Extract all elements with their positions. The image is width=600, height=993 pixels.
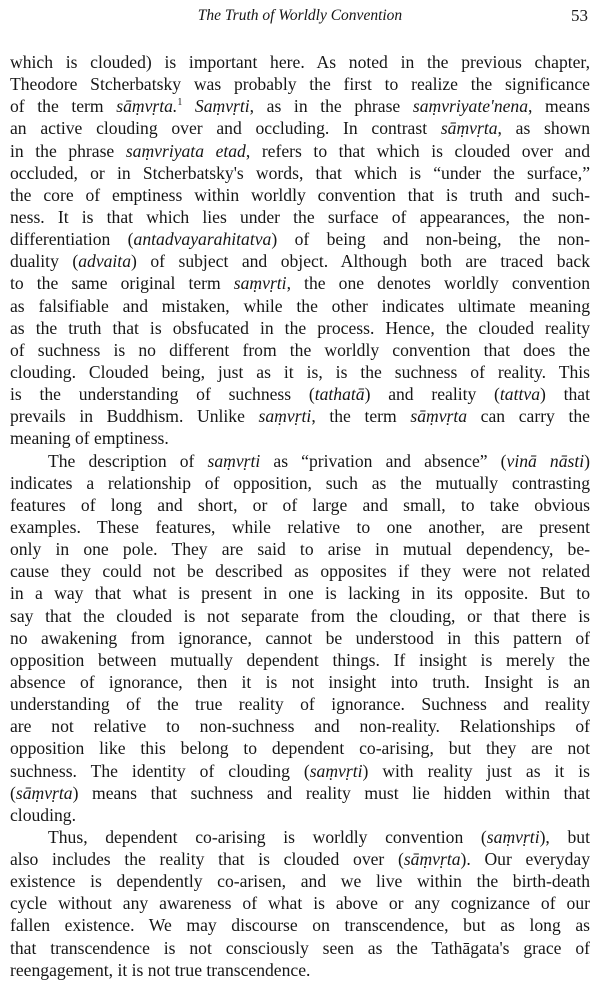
running-title: The Truth of Worldly Convention [197,7,403,24]
text-span: ) [584,450,590,471]
text-span: ness. It is that which lies under the surface of appearances, the non- [10,206,590,227]
text-line [10,73,590,95]
italic-term: advaita [78,251,131,272]
text-span: The description of [48,450,208,471]
text-line [10,671,590,693]
text-line [10,715,590,737]
text-span: which is clouded) is important here. As noted in the previous chapter, [10,52,590,72]
text-line [10,627,590,649]
text-span: ) of being and non-being, the non- [271,229,591,250]
text-line [10,516,590,538]
text-span: duality ( [10,251,79,272]
text-line [10,937,590,959]
text-line [10,538,590,560]
text-span: an active clouding over and occluding. In contrast [10,118,441,139]
text-span: ) of subject and object. Although both are traced back [131,251,590,272]
text-span: as “privation and absence” ( [260,450,507,471]
text-span: opposition between mutually dependent things. If insight is merely the [10,649,590,670]
text-span: no awakening from ignorance, cannot be understood in this pattern of [10,627,590,648]
text-line [10,914,590,936]
text-line [10,760,590,782]
text-line [10,228,590,250]
text-span: understanding of the true reality of ignorance. Suchness and reality [10,694,590,715]
text-span: that transcendence is not consciously seen as the Tathāgata's grace of [10,937,590,958]
text-span: reengagement, it is not true transcendence. [10,959,311,980]
text-span: , as in the phrase [249,96,413,117]
text-span: say that the clouded is not separate from the clouding, or that there is [10,605,590,626]
text-span: Theodore Stcherbatsky was probably the first to realize the significance [10,74,590,95]
text-line [10,804,590,826]
page-number: 53 [571,6,588,25]
text-line [10,250,590,272]
text-span: cycle without any awareness of what is above or any cognizance of our [10,893,590,914]
italic-term: saṃvṛti [233,273,287,294]
text-span: existence is dependently co-arisen, and we live within the birth-death [10,871,590,892]
text-span: differentiation ( [10,229,134,250]
text-line [10,605,590,627]
italic-term: sāṃvṛta [410,406,468,427]
text-span: can carry the [467,406,590,427]
text-line [10,117,590,139]
text-line [10,206,590,228]
text-span: Thus, dependent co-arising is worldly convention ( [48,826,487,847]
text-line [10,450,590,472]
text-span: as falsifiable and mistaken, while the other indicates ultimate meaning [10,295,590,316]
text-line [10,140,590,162]
text-span: occluded, or in Stcherbatsky's words, that which is “under the surface,” [10,162,590,183]
italic-term: saṃvṛti [258,406,312,427]
text-line [10,737,590,759]
text-span: ( [10,782,16,803]
text-span: , refers to that which is clouded over and [245,140,590,161]
text-span: , the term [311,406,411,427]
text-span: to the same original term [10,273,234,294]
text-span: ), but [539,826,590,847]
text-line [10,339,590,361]
text-span: ). Our everyday [460,849,590,870]
italic-term: sāṃvṛta [15,782,73,803]
italic-term: vinā nāsti [506,450,585,471]
text-line [10,782,590,804]
text-span: opposition like this belong to dependent co-arising, but they are not [10,738,590,759]
text-span: meaning of emptiness. [10,428,169,449]
text-line [10,51,590,73]
italic-term: saṃvriyata etad [125,140,246,161]
italic-term: saṃvṛti [486,826,540,847]
text-line [10,472,590,494]
text-line [10,184,590,206]
text-span: is the understanding of suchness ( [10,384,315,405]
text-span: , means [528,96,590,117]
text-span: , as shown [497,118,590,139]
text-span: ) means that suchness and reality must lie hidden within that [72,782,590,803]
text-span: in the phrase [10,140,126,161]
text-line [10,272,590,294]
page-header [0,4,600,28]
italic-term: saṃvriyate'nena [412,96,529,117]
text-span: cause they could not be described as opposites if they were not related [10,561,590,582]
text-line [10,494,590,516]
italic-term: Saṃvṛti [194,96,250,117]
text-span: fallen existence. We may discourse on transcendence, but as long as [10,915,590,936]
text-span: as the truth that is obsfucated in the process. Hence, the clouded reality [10,317,590,338]
text-span: , the one denotes worldly convention [286,273,590,294]
text-span: clouding. [10,804,76,825]
text-span: features of long and short, or of large and small, to take obvious [10,494,590,515]
text-line [10,693,590,715]
text-span: of the term [10,96,117,117]
footnote-ref[interactable]: 1 [177,97,183,109]
text-span: also includes the reality that is clouded over ( [10,849,404,870]
text-line [10,848,590,870]
text-span: examples. These features, while relative to one another, are present [10,516,590,537]
italic-term: tathatā [314,384,365,405]
text-span: prevails in Buddhism. Unlike [10,406,259,427]
text-line [10,95,590,117]
text-span: clouding. Clouded being, just as it is, is the suchness of reality. This [10,361,590,382]
text-line [10,162,590,184]
text-line [10,383,590,405]
text-span: the core of emptiness within worldly convention that is truth and such- [10,184,590,205]
italic-term: antadvayarahitatva [133,229,272,250]
text-line [10,560,590,582]
text-span: of suchness is no different from the worldly convention that does the [10,339,590,360]
text-line [10,295,590,317]
text-line [10,317,590,339]
italic-term: tattva [499,384,540,405]
text-span: ) with reality just as it is [362,760,590,781]
text-line [10,405,590,427]
text-line [10,582,590,604]
text-line [10,361,590,383]
italic-term: saṃvṛti [207,450,261,471]
text-span [182,96,195,116]
text-span: ) and reality ( [364,384,500,405]
text-span: indicates a relationship of opposition, such as the mutually contrasting [10,472,590,493]
text-line [10,649,590,671]
text-line [10,892,590,914]
text-line [10,427,590,449]
text-span: only in one pole. They are said to arise in mutual dependency, be- [10,539,590,560]
text-span: in a way that what is present in one is lacking in its opposite. But to [10,583,590,604]
text-line [10,959,590,981]
text-line [10,826,590,848]
italic-term: sāṃvṛta [440,118,498,139]
italic-term: sāṃvṛta [403,849,461,870]
body-text [10,51,590,981]
italic-term: saṃvṛti [309,760,363,781]
text-span: absence of ignorance, then it is not insight into truth. Insight is an [10,671,590,692]
text-span: suchness. The identity of clouding ( [10,760,310,781]
italic-term: sāṃvṛta. [116,96,178,117]
text-span: are not relative to non-suchness and non-reality. Relationships of [10,716,590,737]
text-line [10,870,590,892]
text-span: ) that [540,384,590,405]
